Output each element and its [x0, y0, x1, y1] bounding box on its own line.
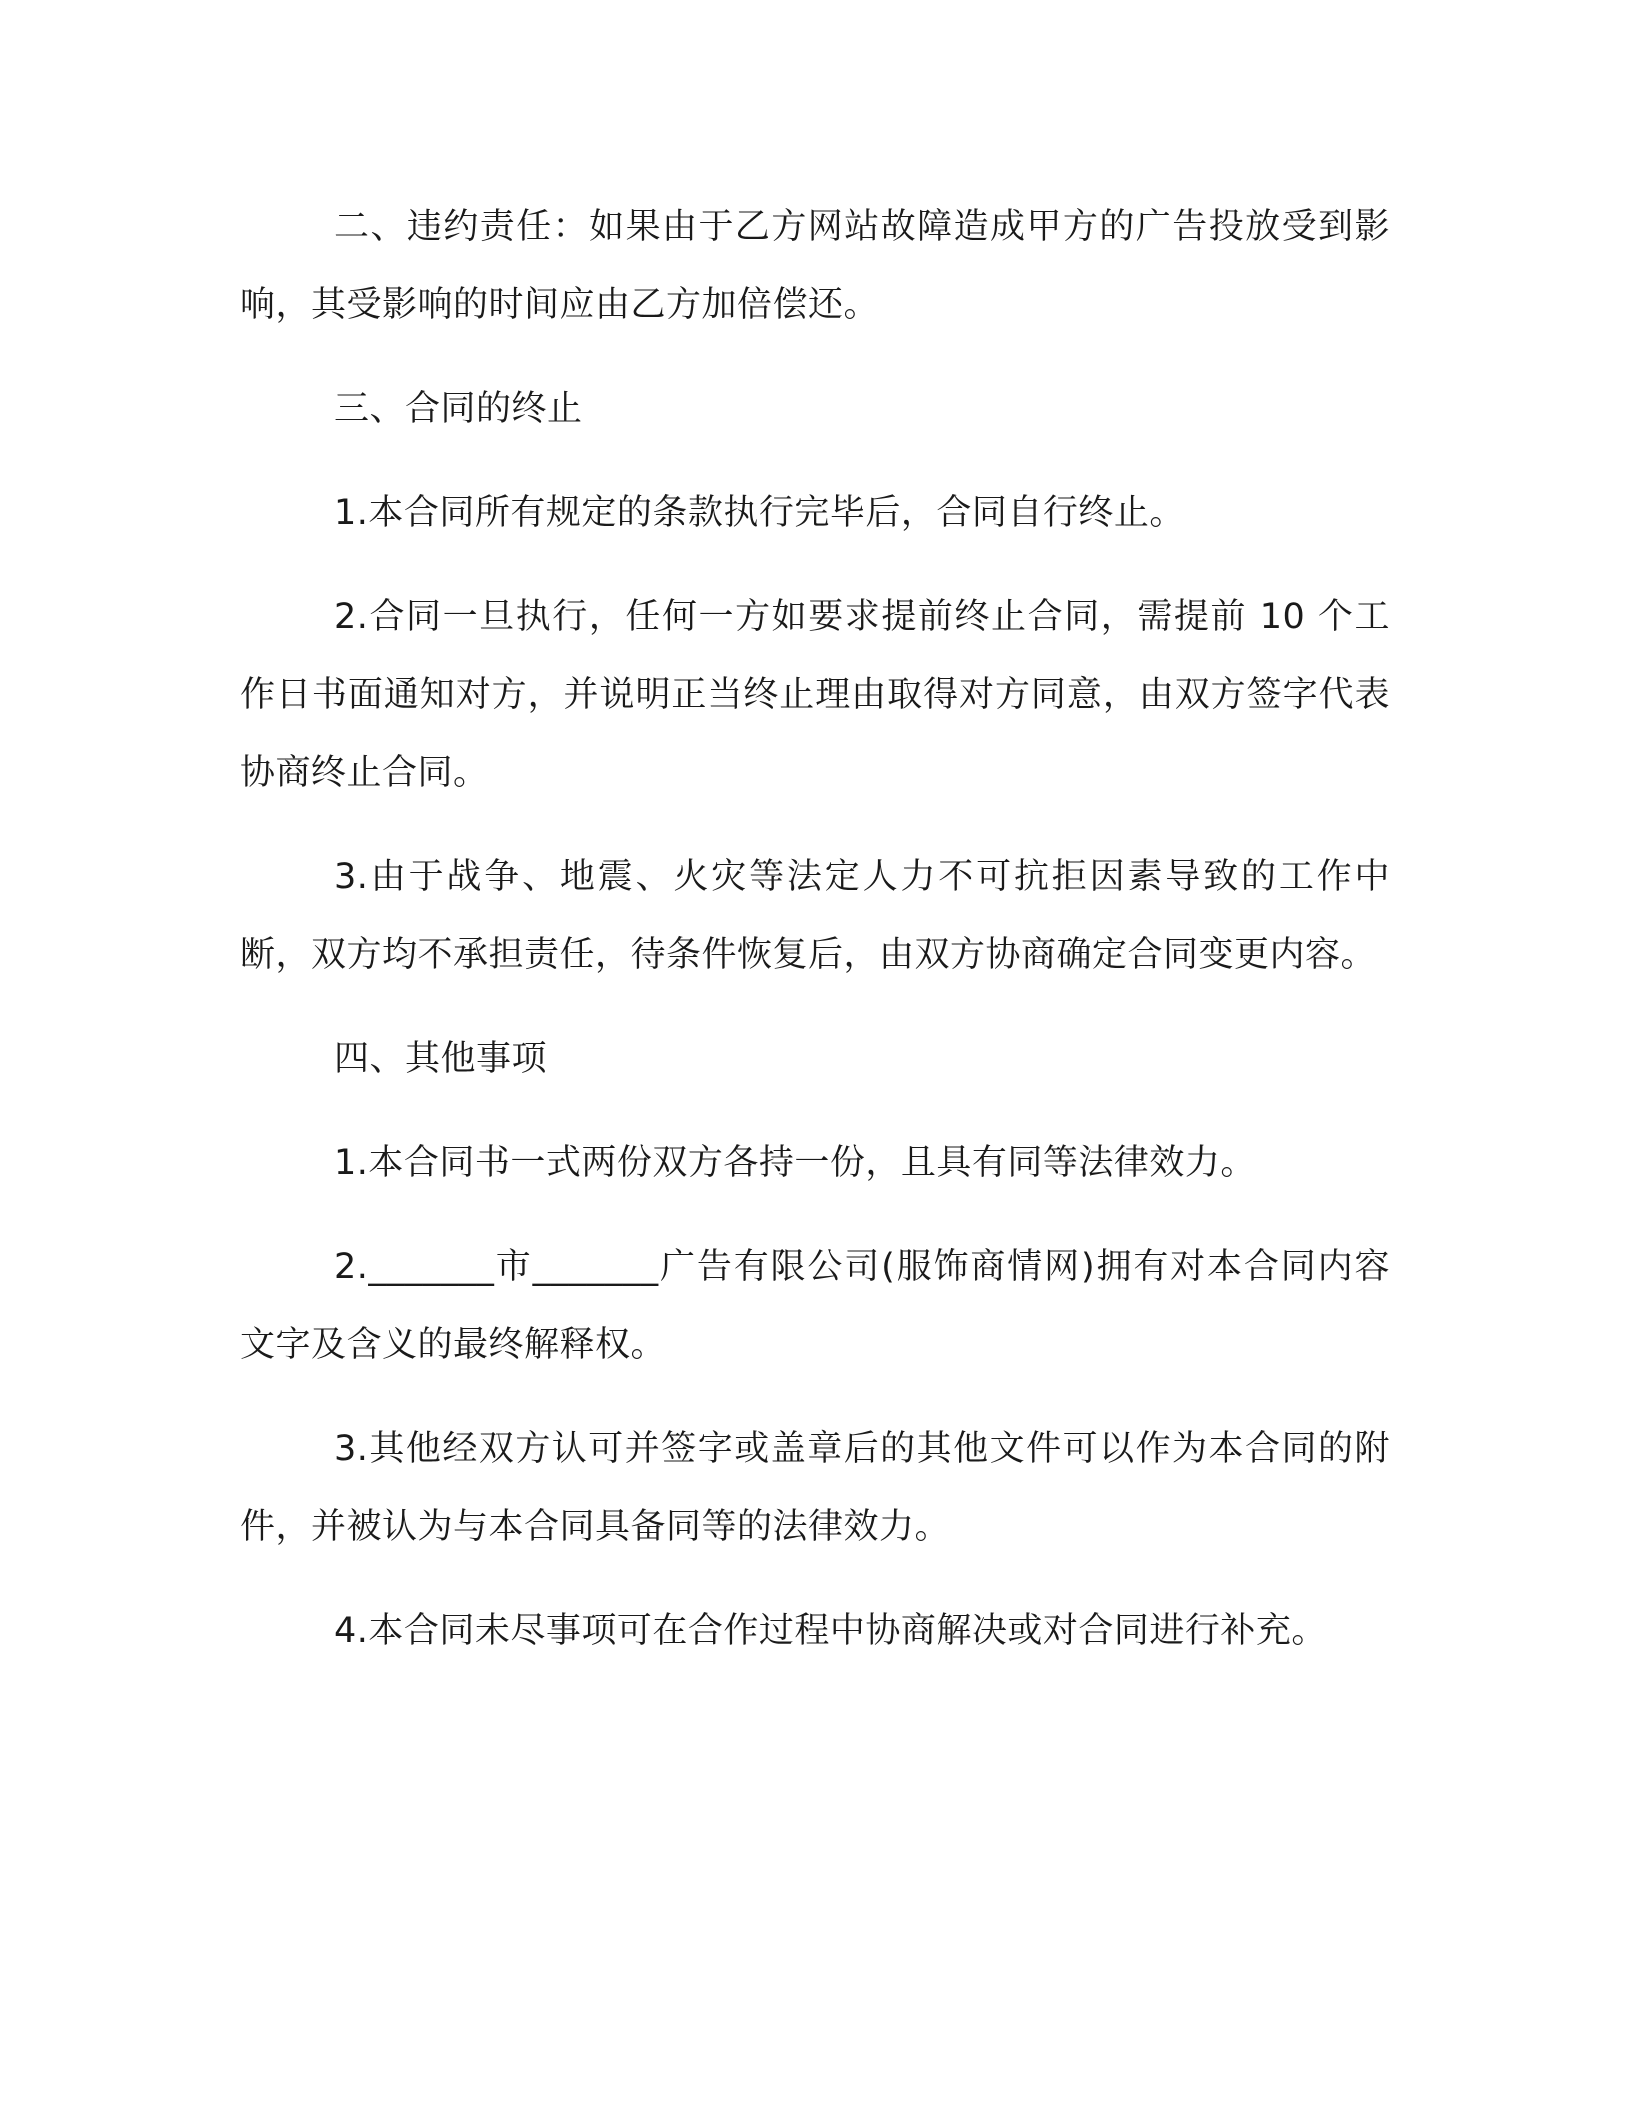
document-body — [240, 188, 1390, 1696]
paragraph-other-3: 3.其他经双方认可并签字或盖章后的其他文件可以作为本合同的附件，并被认为与本合同具备同等的法律效力。 — [240, 1429, 1390, 1547]
section-heading-other-matters: 四、其他事项 — [334, 1039, 548, 1079]
paragraph-termination-3: 3.由于战争、地震、火灾等法定人力不可抗拒因素导致的工作中断，双方均不承担责任，待条件恢复后，由双方协商确定合同变更内容。 — [240, 857, 1390, 975]
paragraph-termination-1: 1.本合同所有规定的条款执行完毕后，合同自行终止。 — [334, 493, 1185, 533]
paragraph-other-2: 2._______市_______广告有限公司(服饰商情网)拥有对本合同内容文字及含义的最终解释权。 — [240, 1247, 1390, 1365]
paragraph-other-1: 1.本合同书一式两份双方各持一份，且具有同等法律效力。 — [334, 1143, 1256, 1183]
paragraph-other-4: 4.本合同未尽事项可在合作过程中协商解决或对合同进行补充。 — [334, 1611, 1327, 1651]
paragraph-termination-2: 2.合同一旦执行，任何一方如要求提前终止合同，需提前 10 个工作日书面通知对方，并说明正当终止理由取得对方同意，由双方签字代表协商终止合同。 — [240, 597, 1390, 793]
section-heading-termination: 三、合同的终止 — [334, 389, 583, 429]
paragraph-breach-liability: 二、违约责任：如果由于乙方网站故障造成甲方的广告投放受到影响，其受影响的时间应由乙方加倍偿还。 — [240, 207, 1390, 325]
